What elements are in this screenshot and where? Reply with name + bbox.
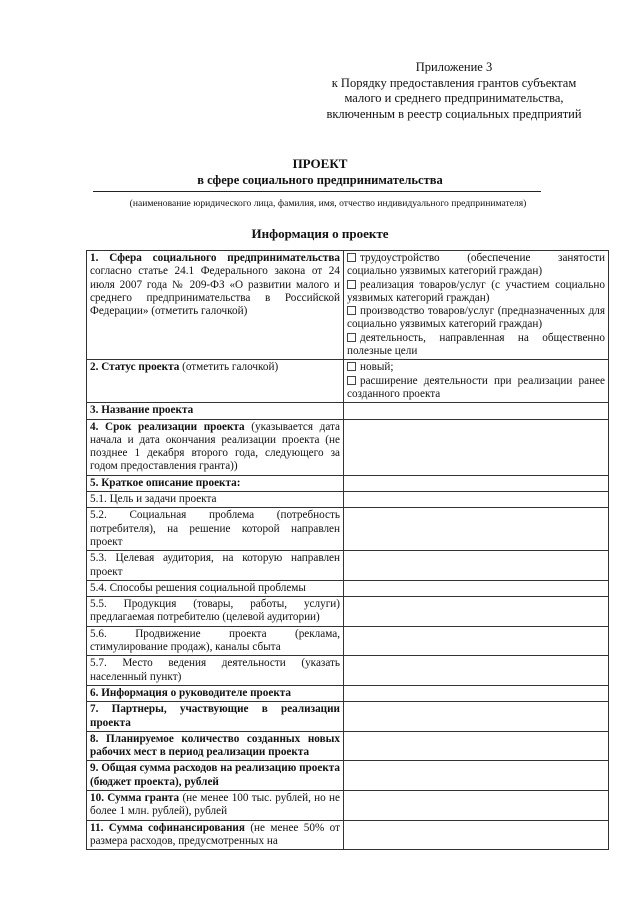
checkbox-label: новый; [360, 361, 394, 374]
table-row [87, 626, 609, 656]
row-value-cell[interactable] [344, 731, 609, 761]
table-row [87, 251, 609, 360]
checkbox-icon[interactable] [347, 376, 356, 385]
row-label-cell [87, 403, 344, 419]
row-label-cell [87, 702, 344, 732]
table-row [87, 580, 609, 596]
row-label-cell [87, 419, 344, 475]
table-row [87, 685, 609, 701]
row-value-cell[interactable] [344, 251, 609, 360]
checkbox-icon[interactable] [347, 306, 356, 315]
row-label-cell [87, 492, 344, 508]
checkbox-option[interactable] [347, 375, 605, 402]
table-row [87, 492, 609, 508]
table-row [87, 508, 609, 551]
row-value-cell[interactable] [344, 626, 609, 656]
appendix-header [304, 60, 604, 122]
row-label-text: согласно статье 24.1 Федерального закона от 24 июля 2007 года № 209-ФЗ «О развитии малого и среднего предпринимательства в Российской Федерации» (отметить галочкой) [90, 265, 340, 318]
row-value-cell[interactable] [344, 702, 609, 732]
row-value-cell[interactable] [344, 790, 609, 820]
checkbox-option[interactable] [347, 279, 605, 306]
row-label-cell [87, 656, 344, 686]
checkbox-option[interactable] [347, 361, 605, 374]
checkbox-label: деятельность, направленная на общественно полезные цели [347, 331, 605, 358]
table-row [87, 551, 609, 581]
name-fill-line[interactable] [93, 191, 541, 192]
row-label-bold: 2. Статус проекта [90, 361, 180, 374]
row-label-bold: 4. Срок реализации проекта [90, 420, 245, 433]
table-row [87, 360, 609, 403]
checkbox-label: трудоустройство (обеспечение занятости социально уязвимых категорий граждан) [347, 252, 605, 278]
row-label-text: 5.7. Место ведения деятельности (указать населенный пункт) [90, 657, 340, 683]
row-label-bold: 5. Краткое описание проекта: [90, 476, 241, 489]
row-label-cell [87, 761, 344, 791]
row-value-cell[interactable] [344, 551, 609, 581]
table-row [87, 761, 609, 791]
row-value-cell[interactable] [344, 419, 609, 475]
row-label-bold: 1. Сфера социального предпринимательства [90, 252, 340, 264]
row-value-cell[interactable] [344, 761, 609, 791]
row-label-bold: 9. Общая сумма расходов на реализацию проекта (бюджет проекта), рублей [90, 762, 340, 788]
appendix-line: включенным в реестр социальных предприятий [326, 106, 582, 121]
row-label-bold: 3. Название проекта [90, 404, 194, 417]
row-value-cell[interactable] [344, 360, 609, 403]
row-value-cell[interactable] [344, 820, 609, 850]
row-value-cell[interactable] [344, 475, 609, 491]
row-value-cell[interactable] [344, 492, 609, 508]
row-label-cell [87, 597, 344, 627]
row-label-cell [87, 685, 344, 701]
row-value-cell[interactable] [344, 685, 609, 701]
row-label-bold: 11. Сумма софинансирования [90, 821, 245, 834]
table-row [87, 820, 609, 850]
document-subtitle: в сфере социального предпринимательства [197, 173, 443, 187]
row-label-cell [87, 820, 344, 850]
row-label-text: 5.4. Способы решения социальной проблемы [90, 581, 306, 594]
checkbox-label: расширение деятельности при реализации ранее созданного проекта [347, 374, 605, 400]
row-label-text: (отметить галочкой) [179, 361, 279, 374]
row-label-text: (не менее 50% от размера расходов, предусмотренных на [90, 821, 341, 847]
row-value-cell[interactable] [344, 403, 609, 419]
row-label-text: 5.2. Социальная проблема (потребность потребителя), на решение которой направлен проект [90, 509, 340, 548]
appendix-line: к Порядку предоставления грантов субъектам [331, 75, 577, 90]
row-label-text: 5.6. Продвижение проекта (реклама, стимулирование продаж), каналы сбыта [90, 627, 340, 654]
row-label-bold: 6. Информация о руководителе проекта [90, 686, 292, 699]
project-info-table [86, 250, 609, 850]
table-row [87, 403, 609, 419]
table-row [87, 702, 609, 732]
document-title: ПРОЕКТ [292, 156, 348, 171]
row-label-text: (указывается дата начала и дата окончания реализации проекта (не позднее 1 декабря второго года, следующего за годом предоставления гранта)) [90, 420, 340, 473]
row-label-cell [87, 580, 344, 596]
appendix-line: Приложение 3 [415, 60, 493, 74]
table-row [87, 475, 609, 491]
table-row [87, 597, 609, 627]
row-label-cell [87, 790, 344, 820]
row-value-cell[interactable] [344, 508, 609, 551]
checkbox-icon[interactable] [347, 253, 356, 262]
row-label-cell [87, 626, 344, 656]
checkbox-option[interactable] [347, 332, 605, 359]
row-label-cell [87, 475, 344, 491]
checkbox-option[interactable] [347, 305, 605, 332]
row-value-cell[interactable] [344, 597, 609, 627]
table-row [87, 419, 609, 475]
table-row [87, 656, 609, 686]
row-label-text: 5.5. Продукция (товары, работы, услуги) предлагаемая потребителю (целевой аудитории) [90, 598, 340, 624]
row-label-text: (не менее 100 тыс. рублей, но не более 1 млн. рублей), рублей [90, 791, 340, 818]
checkbox-label: производство товаров/услуг (предназначенных для социально уязвимых категорий граждан) [347, 305, 605, 331]
row-label-cell [87, 731, 344, 761]
table-row [87, 790, 609, 820]
row-value-cell[interactable] [344, 580, 609, 596]
checkbox-label: реализация товаров/услуг (с участием социально уязвимых категорий граждан) [347, 278, 605, 304]
row-label-cell [87, 360, 344, 403]
row-label-cell [87, 551, 344, 581]
row-label-text: 5.1. Цель и задачи проекта [90, 493, 217, 506]
row-label-bold: 8. Планируемое количество созданных новых рабочих мест в период реализации проекта [90, 732, 340, 759]
appendix-line: малого и среднего предпринимательства, [344, 91, 564, 105]
name-caption: (наименование юридического лица, фамилия, имя, отчество индивидуального предпринимателя) [129, 198, 527, 209]
row-label-text: 5.3. Целевая аудитория, на которую направлен проект [90, 552, 340, 578]
checkbox-icon[interactable] [347, 362, 356, 371]
checkbox-icon[interactable] [347, 280, 356, 289]
checkbox-option[interactable] [347, 252, 605, 279]
checkbox-icon[interactable] [347, 333, 356, 342]
row-value-cell[interactable] [344, 656, 609, 686]
table-row [87, 731, 609, 761]
row-label-bold: 7. Партнеры, участвующие в реализации проекта [90, 703, 340, 729]
row-label-cell [87, 251, 344, 360]
row-label-bold: 10. Сумма гранта [90, 791, 180, 804]
row-label-cell [87, 508, 344, 551]
info-title: Информация о проекте [251, 226, 389, 241]
